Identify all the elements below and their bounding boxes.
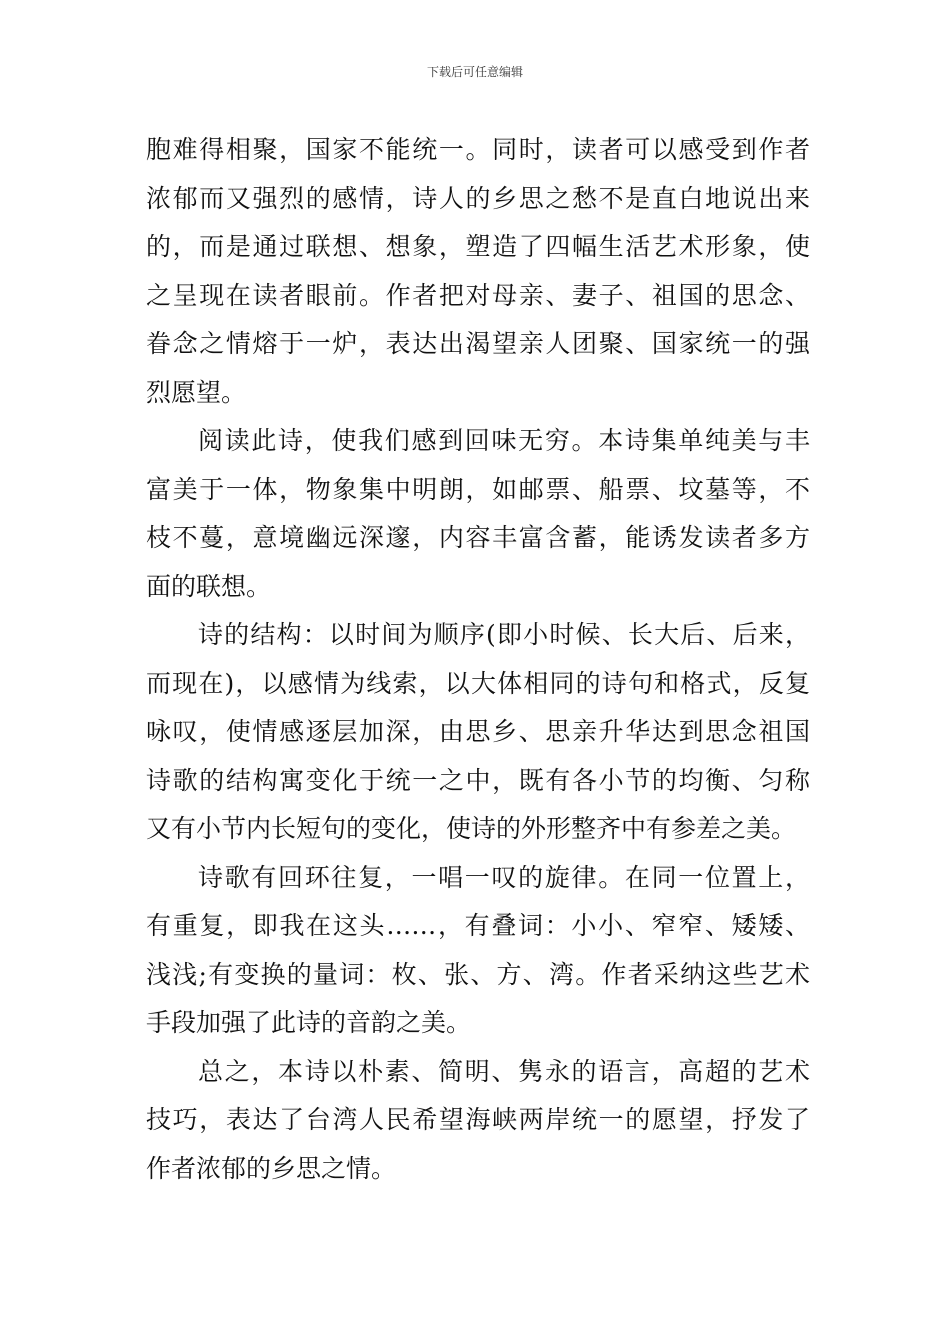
text-line: 阅读此诗，使我们感到回味无穷。本诗集单纯美与丰 (198, 426, 810, 455)
text-line: 作者浓郁的乡思之情。 (146, 1153, 397, 1183)
paragraph (146, 417, 810, 611)
text-line: 面的联想。 (146, 571, 272, 601)
text-line: 有重复，即我在这头……，有叠词：小小、窄窄、矮矮、 (146, 911, 810, 940)
text-line: 浅浅;有变换的量词：枚、张、方、湾。作者采纳这些艺术 (146, 959, 810, 989)
text-line: 诗歌有回环往复，一唱一叹的旋律。在同一位置上， (198, 862, 810, 892)
text-line: 浓郁而又强烈的感情，诗人的乡思之愁不是直白地说出来 (146, 183, 810, 213)
text-line: 之呈现在读者眼前。作者把对母亲、妻子、祖国的思念、 (146, 280, 810, 310)
text-line: 而现在)，以感情为线索，以大体相同的诗句和格式，反复 (146, 668, 810, 698)
text-line: 烈愿望。 (146, 377, 247, 407)
text-line: 诗的结构：以时间为顺序(即小时候、长大后、后来， (198, 620, 810, 649)
text-line: 眷念之情熔于一炉，表达出渴望亲人团聚、国家统一的强 (146, 329, 810, 358)
text-line: 富美于一体，物象集中明朗，如邮票、船票、坟墓等，不 (146, 474, 810, 504)
text-line: 手段加强了此诗的音韵之美。 (146, 1008, 472, 1037)
text-line: 总之，本诗以朴素、简明、隽永的语言，高超的艺术 (198, 1056, 810, 1086)
page-header: 下载后可任意编辑 (426, 65, 523, 79)
text-line: 的，而是通过联想、想象，塑造了四幅生活艺术形象，使 (146, 232, 810, 261)
text-line: 诗歌的结构寓变化于统一之中，既有各小节的均衡、匀称 (146, 765, 810, 795)
paragraph (146, 611, 810, 854)
text-line: 技巧，表达了台湾人民希望海峡两岸统一的愿望，抒发了 (146, 1105, 810, 1134)
text-line: 又有小节内长短句的变化，使诗的外形整齐中有参差之美。 (146, 814, 797, 843)
document-body (146, 126, 810, 1193)
text-line: 咏叹，使情感逐层加深，由思乡、思亲升华达到思念祖国 (146, 717, 810, 746)
paragraph (146, 1048, 810, 1194)
text-line: 胞难得相聚，国家不能统一。同时，读者可以感受到作者 (146, 135, 810, 164)
text-line: 枝不蔓，意境幽远深邃，内容丰富含蓄，能诱发读者多方 (146, 523, 810, 552)
paragraph (146, 126, 810, 417)
paragraph (146, 854, 810, 1048)
